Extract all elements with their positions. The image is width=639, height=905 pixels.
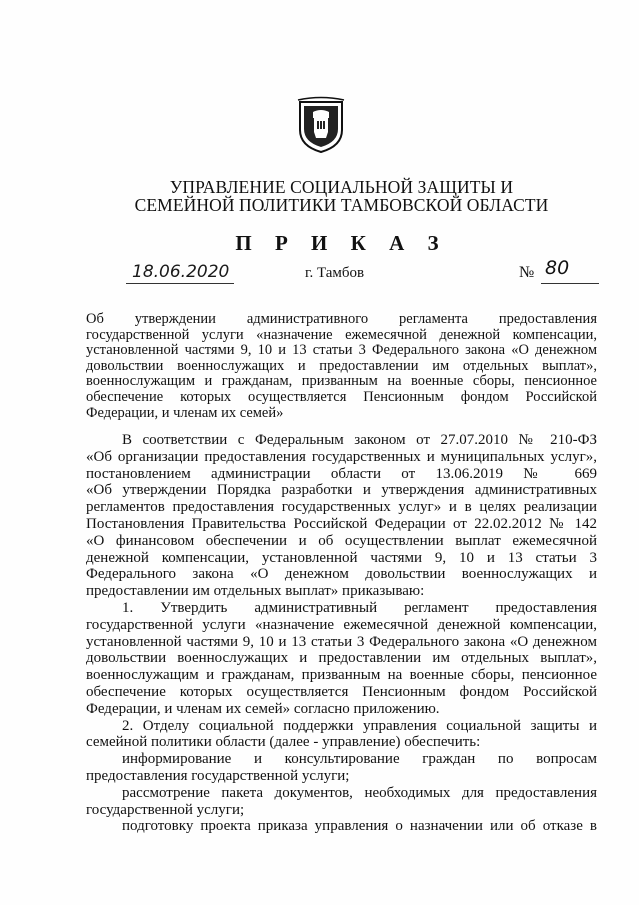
body-line: военнослужащим и гражданам, призванным на военные сборы, пенсионное [86,667,597,684]
document-number: 80 [545,257,570,279]
body-line: постановлением администрации области от 13.06.2019 № 669 [86,465,597,482]
subject-line: установленной частями 9, 10 и 13 статьи 3 Федерального закона «О денежном [86,343,597,359]
order-subject [86,312,597,421]
body-line: «Об утверждении Порядка разработки и утверждения административных [86,482,597,499]
body-line: В соответствии с Федеральным законом от 27.07.2010 № 210-ФЗ [122,432,597,448]
number-label: № [519,264,535,281]
subject-line: довольствии военнослужащих и предоставлении им отдельных выплат», [86,358,597,374]
body-line: государственной услуги «назначение ежемесячной денежной компенсации, [86,616,597,633]
body-line: установленной частями 9, 10 и 13 статьи 3 Федерального закона «О денежном [86,633,597,650]
organization-name-line2: СЕМЕЙНОЙ ПОЛИТИКИ ТАМБОВСКОЙ ОБЛАСТИ [134,195,549,215]
document-type-title: П Р И К А З [235,231,448,255]
order-body [86,432,597,835]
body-line: предоставления государственной услуги; [86,767,350,784]
body-line: Постановления Правительства Российской Федерации от 22.02.2012 № 142 [86,515,597,532]
document-city: г. Тамбов [305,265,365,281]
body-line: обеспечение которых осуществляется Пенсионным фондом Российской [86,683,597,700]
body-line: регламентов предоставления государственных услуг» и в целях реализации [86,499,597,516]
body-line: предоставлении им отдельных выплат» приказываю: [86,583,425,600]
subject-line: Федерации, и членам их семей» [86,405,284,421]
organization-name-line1: УПРАВЛЕНИЕ СОЦИАЛЬНОЙ ЗАЩИТЫ И [169,177,514,197]
subject-line: Об утверждении административного регламента предоставления [86,312,597,327]
body-line: 2. Отделу социальной поддержки управления социальной защиты и [122,717,597,734]
date-underline [126,283,234,284]
body-line: информирование и консультирование граждан по вопросам [122,751,597,768]
body-line: Федерации, и членам их семей» согласно приложению. [86,700,440,717]
document-date: 18.06.2020 [132,262,230,282]
number-underline [541,283,599,284]
body-line: денежной компенсации, установленной частями 9, 10 и 13 статьи 3 [86,549,597,566]
body-line: рассмотрение пакета документов, необходимых для предоставления [122,784,597,801]
subject-line: государственной услуги «назначение ежемесячной денежной компенсации, [86,327,597,343]
body-line: подготовку проекта приказа управления о назначении или об отказе в [122,818,597,835]
body-line: 1. Утвердить административный регламент предоставления [122,599,597,616]
body-line: «О финансовом обеспечении и об осуществлении выплат ежемесячной [86,532,597,549]
subject-line: обеспечение которых осуществляется Пенсионным фондом Российской [86,389,597,405]
body-line: «Об организации предоставления государственных и муниципальных услуг», [86,448,597,465]
subject-line: военнослужащим и гражданам, призванным на военные сборы, пенсионное [86,374,597,390]
body-line: государственной услуги; [86,801,245,818]
tambov-coat-of-arms-icon [296,96,346,154]
body-line: Федерального закона «О денежном довольствии военнослужащих и [86,566,597,583]
body-line: довольствии военнослужащих и предоставлении им отдельных выплат», [86,650,597,667]
body-line: семейной политики области (далее - управление) обеспечить: [86,734,481,751]
